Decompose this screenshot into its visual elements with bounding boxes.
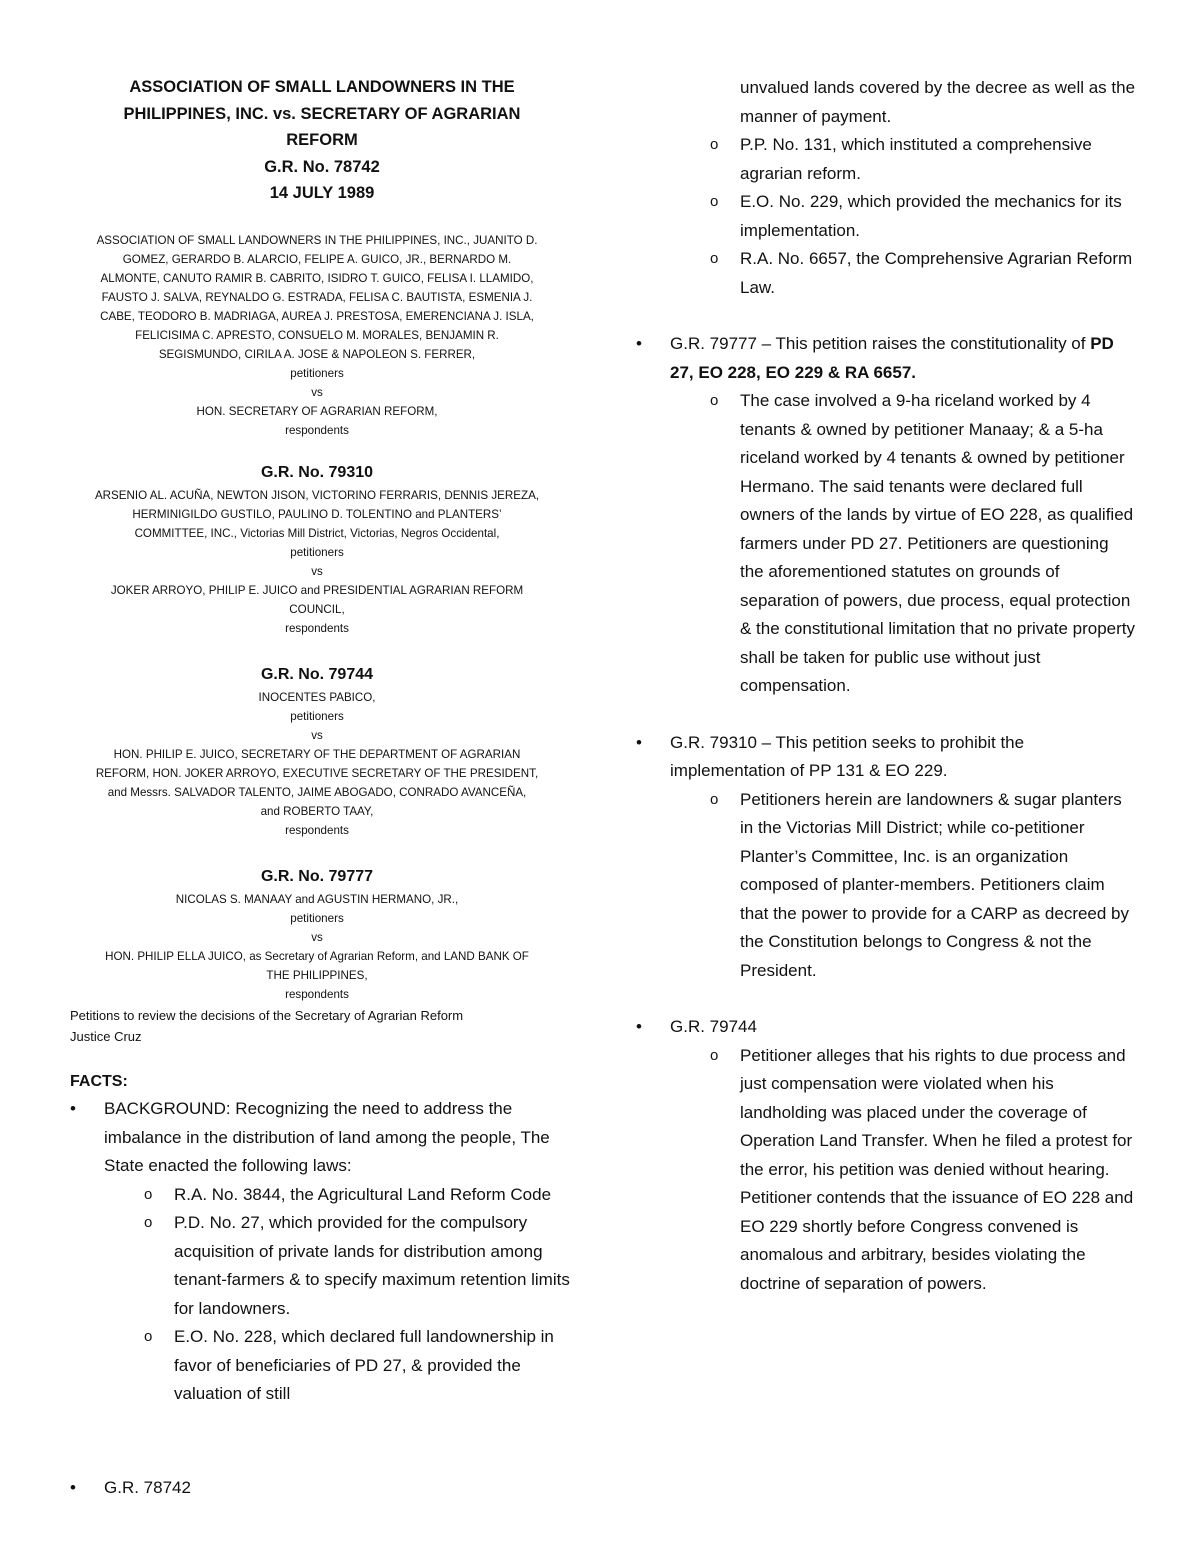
party-line: respondents [285, 988, 349, 1001]
case-78742-parties [62, 231, 572, 440]
gr-79310-lead: – This petition seeks to prohibit the implementation of PP 131 & EO 229. [670, 732, 1025, 780]
bullet-icon: • [70, 1478, 76, 1497]
list-item [636, 786, 1136, 986]
list-item [70, 1181, 570, 1210]
list-item [70, 1209, 570, 1323]
case-gr-heading: G.R. No. 79310 [260, 464, 374, 481]
law-name: R.A. No. 6657 [740, 249, 847, 268]
facts-list-left [70, 1095, 570, 1409]
gr-79777-detail: The case involved a 9-ha riceland worked by 4 tenants & owned by petitioner Manaay; & a 5-ha riceland worked by 4 tenants & owned by petitioner Hermano. The said tenants were declared full owners of the lands by virtue of EO 228, as qualified farmers under PD 27. Petitioners are questioning the aforementioned statutes on grounds of separation of powers, due process, equal protection & the constitutional limitation that no private property shall be taken for public use without just compensation. [740, 391, 1135, 695]
party-line: CABE, TEODORO B. MADRIAGA, AUREA J. PRESTOSA, EMERENCIANA J. ISLA, [100, 310, 534, 323]
party-line: HON. PHILIP E. JUICO, SECRETARY OF THE DEPARTMENT OF AGRARIAN [113, 748, 521, 761]
party-line: ARSENIO AL. ACUÑA, NEWTON JISON, VICTORINO FERRARIS, DENNIS JEREZA, [94, 489, 540, 502]
party-line: HERMINIGILDO GUSTILO, PAULINO D. TOLENTINO and PLANTERS’ [132, 508, 502, 521]
sub-bullet-icon: o [144, 1214, 153, 1231]
party-line: vs [311, 729, 323, 742]
list-item [636, 188, 1136, 245]
bullet-icon: • [636, 1017, 642, 1036]
case-gr-heading: G.R. No. 79744 [260, 666, 374, 683]
party-line: vs [311, 565, 323, 578]
gr-79744-label: G.R. 79744 [670, 1017, 757, 1036]
gr-79777-lead: – This petition raises the constitutionality of [756, 334, 1091, 353]
party-line: HON. PHILIP ELLA JUICO, as Secretary of Agrarian Reform, and LAND BANK OF [105, 950, 529, 963]
gr-79310-detail: Petitioners herein are landowners & sugar planters in the Victorias Mill District; while co-petitioner Planter’s Committee, Inc. is an organization composed of planter-members. Petitioners claim that the power to provide for a CARP as decreed by the Constitution belongs to Congress & not the President. [740, 789, 1130, 980]
case-title [62, 74, 582, 207]
sub-bullet-icon: o [710, 250, 719, 267]
party-line: respondents [285, 622, 349, 635]
list-item [636, 245, 1136, 302]
list-item [636, 387, 1136, 701]
gr-79777-laws: PD 27, EO 228, EO 229 & RA 6657. [670, 334, 1114, 382]
list-item [636, 1013, 1136, 1042]
law-desc: , the Comprehensive Agrarian Reform Law. [740, 249, 1133, 297]
petition-summary [70, 1005, 580, 1047]
law-desc-continued: unvalued lands covered by the decree as well as the manner of payment. [740, 78, 1136, 126]
facts-heading: FACTS: [70, 1073, 128, 1090]
party-line: petitioners [290, 710, 344, 723]
gr-79310-label: G.R. 79310 [670, 732, 757, 752]
gr-79744-detail: Petitioner alleges that his rights to due process and just compensation were violated when his landholding was placed under the coverage of Operation Land Transfer. When he filed a protest for the error, his petition was denied without hearing. Petitioner contends that the issuance of EO 228 and EO 229 shortly before Congress convened is anomalous and arbitrary, besides violating the doctrine of separation of powers. [740, 1045, 1134, 1293]
list-item-continuation [636, 74, 1136, 131]
party-line: COUNCIL, [289, 603, 345, 616]
list-item [636, 131, 1136, 188]
party-line: vs [311, 386, 323, 399]
sub-bullet-icon: o [710, 392, 719, 409]
law-name: P.P. No. 131 [740, 135, 833, 154]
party-line: ASSOCIATION OF SMALL LANDOWNERS IN THE PHILIPPINES, INC., JUANITO D. [96, 234, 538, 247]
title-line-1: ASSOCIATION OF SMALL LANDOWNERS IN THE [129, 78, 515, 96]
party-line: FELICISIMA C. APRESTO, CONSUELO M. MORALES, BENJAMIN R. [135, 329, 499, 342]
party-line: GOMEZ, GERARDO B. ALARCIO, FELIPE A. GUICO, JR., BERNARDO M. [122, 253, 512, 266]
list-item [70, 1095, 570, 1181]
list-item [636, 1042, 1136, 1299]
title-date: 14 JULY 1989 [269, 184, 375, 202]
sub-bullet-icon: o [710, 193, 719, 210]
party-line: vs [311, 931, 323, 944]
list-item [636, 729, 1136, 786]
gr-78742-label: G.R. 78742 [104, 1478, 191, 1497]
party-line: NICOLAS S. MANAAY and AGUSTIN HERMANO, JR., [175, 893, 459, 906]
party-line: JOKER ARROYO, PHILIP E. JUICO and PRESIDENTIAL AGRARIAN REFORM [110, 584, 524, 597]
party-line: REFORM, HON. JOKER ARROYO, EXECUTIVE SECRETARY OF THE PRESIDENT, [95, 767, 539, 780]
case-79777-parties [62, 864, 572, 1004]
law-name: P.D. No. 27 [174, 1213, 260, 1232]
party-line: SEGISMUNDO, CIRILA A. JOSE & NAPOLEON S. FERRER, [158, 348, 476, 361]
law-name: E.O. No. 228 [174, 1327, 273, 1346]
party-line: INOCENTES PABICO, [258, 691, 376, 704]
party-line: and ROBERTO TAAY, [260, 805, 374, 818]
bullet-icon: • [636, 732, 642, 752]
list-item [70, 1474, 570, 1503]
law-desc: , the Agricultural Land Reform Code [280, 1184, 552, 1204]
sub-bullet-icon: o [710, 790, 719, 808]
gr-79777-label: G.R. 79777 [670, 334, 757, 353]
party-line: FAUSTO J. SALVA, REYNALDO G. ESTRADA, FELISA C. BAUTISTA, ESMENIA J. [101, 291, 533, 304]
background-text: Recognizing the need to address the imbalance in the distribution of land among the people, The State enacted the following laws: [104, 1099, 550, 1175]
party-line: and Messrs. SALVADOR TALENTO, JAIME ABOGADO, CONRADO AVANCEÑA, [107, 786, 527, 799]
law-name: E.O. No. 229 [740, 192, 839, 211]
ponente: Justice Cruz [70, 1029, 142, 1044]
party-line: THE PHILIPPINES, [266, 969, 368, 982]
law-desc: , which declared full landownership in favor of beneficiaries of PD 27, & provided the valuation of still [174, 1327, 554, 1403]
facts-list-right [636, 74, 1136, 1298]
facts-list-left-end [70, 1474, 570, 1503]
bullet-icon: • [70, 1099, 76, 1118]
party-line: COMMITTEE, INC., Victorias Mill District, Victorias, Negros Occidental, [134, 527, 500, 540]
background-label: BACKGROUND: [104, 1099, 231, 1118]
sub-bullet-icon: o [710, 1046, 719, 1064]
party-line: ALMONTE, CANUTO RAMIR B. CABRITO, ISIDRO T. GUICO, FELISA I. LLAMIDO, [100, 272, 534, 285]
law-name: R.A. No. 3844 [174, 1184, 281, 1204]
case-gr-heading: G.R. No. 79777 [260, 868, 374, 885]
title-line-3: REFORM [286, 131, 358, 149]
title-gr-number: G.R. No. 78742 [264, 157, 380, 176]
case-79744-parties [62, 662, 572, 840]
party-line: respondents [285, 424, 349, 437]
list-item [70, 1323, 570, 1409]
party-line: petitioners [290, 367, 344, 380]
law-desc: , which provided the mechanics for its implementation. [740, 192, 1122, 240]
title-line-2: PHILIPPINES, INC. vs. SECRETARY OF AGRARIAN [123, 104, 521, 123]
party-line: respondents [285, 824, 349, 837]
list-item [636, 330, 1136, 387]
sub-bullet-icon: o [144, 1185, 153, 1203]
case-79310-parties [62, 460, 572, 638]
party-line: HON. SECRETARY OF AGRARIAN REFORM, [196, 405, 438, 418]
bullet-icon: • [636, 334, 642, 353]
petition-purpose: Petitions to review the decisions of the Secretary of Agrarian Reform [70, 1008, 464, 1023]
sub-bullet-icon: o [710, 136, 719, 153]
law-desc: , which instituted a comprehensive agrarian reform. [740, 135, 1092, 183]
sub-bullet-icon: o [144, 1328, 153, 1345]
law-desc: , which provided for the compulsory acquisition of private lands for distribution among tenant-farmers & to specify maximum retention limits for landowners. [174, 1213, 570, 1318]
party-line: petitioners [290, 912, 344, 925]
party-line: petitioners [290, 546, 344, 559]
